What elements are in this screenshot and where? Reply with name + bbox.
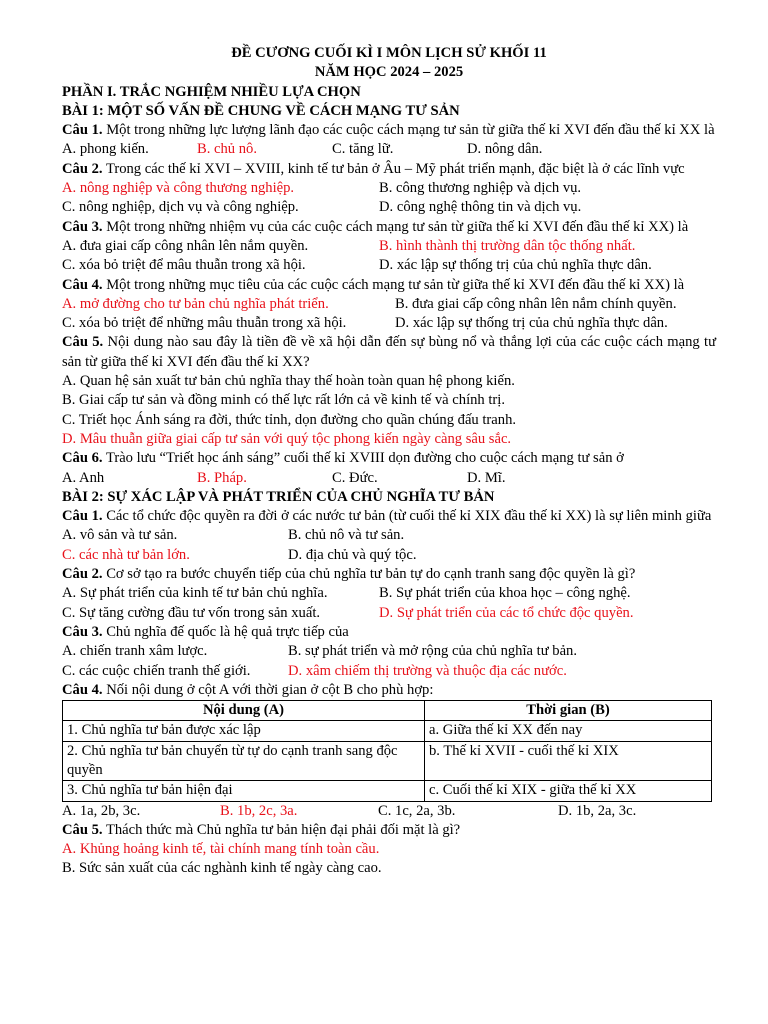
option-b: B. công thương nghiệp và dịch vụ. xyxy=(379,180,582,197)
question-text: Nội dung nào sau đây là tiền đề về xã hội dẫn đến sự bùng nổ và thắng lợi của các cuộc cách mạng tư sản từ giữa thế kỉ XVI đến đầu thế kỉ XX? xyxy=(62,334,717,370)
question-number: Câu 3. xyxy=(62,218,103,235)
doc-title-line-1: ĐỀ CƯƠNG CUỐI KÌ I MÔN LỊCH SỬ KHỐI 11 xyxy=(231,45,547,61)
lesson-1-heading: BÀI 1: MỘT SỐ VẤN ĐỀ CHUNG VỀ CÁCH MẠNG TƯ SẢN xyxy=(62,102,460,119)
option-a: A. Quan hệ sản xuất tư bản chủ nghĩa thay thế hoàn toàn quan hệ phong kiến. xyxy=(62,373,515,390)
option-a: A. vô sản và tư sản. xyxy=(62,527,178,544)
option-d: D. nông dân. xyxy=(467,141,543,158)
table-header-b: Thời gian (B) xyxy=(425,701,712,721)
option-b-answer: B. chủ nô. xyxy=(197,141,257,158)
table-header-a: Nội dung (A) xyxy=(63,701,425,721)
l1-q1-options xyxy=(62,140,716,159)
option-d: D. 1b, 2a, 3c. xyxy=(558,802,637,819)
l1-q3-options-ab xyxy=(62,237,716,256)
table-row xyxy=(63,741,712,781)
l1-q4-options-cd xyxy=(62,314,716,333)
option-c: C. xóa bỏ triệt để mâu thuẫn trong xã hội. xyxy=(62,257,306,274)
option-b: B. sự phát triển và mở rộng của chủ nghĩa tư bản. xyxy=(288,643,577,660)
option-a: A. chiến tranh xâm lược. xyxy=(62,643,208,660)
option-d: D. công nghệ thông tin và dịch vụ. xyxy=(379,199,582,216)
l1-question-5 xyxy=(62,333,716,372)
l2-q2-options-cd xyxy=(62,604,716,623)
option-c: C. Sự tăng cường đầu tư vốn trong sản xuất. xyxy=(62,604,321,621)
option-d: D. xác lập sự thống trị của chủ nghĩa thực dân. xyxy=(379,257,652,274)
option-a-answer: A. Khủng hoảng kinh tế, tài chính mang tính toàn cầu. xyxy=(62,841,380,858)
l1-q2-options-cd xyxy=(62,198,716,217)
option-c: C. Triết học Ánh sáng ra đời, thức tỉnh, dọn đường cho quần chúng đấu tranh. xyxy=(62,411,517,428)
question-text: Trong các thế kỉ XVI – XVIII, kinh tế tư bản ở Âu – Mỹ phát triển mạnh, đặc biệt là ở các lĩnh vực xyxy=(105,160,685,177)
question-number: Câu 1. xyxy=(62,508,103,525)
question-text: Một trong những mục tiêu của các cuộc cách mạng tư sản từ giữa thế kỉ XVI đến đầu thế kỉ XX) là xyxy=(106,276,685,293)
question-number: Câu 6. xyxy=(62,450,103,467)
matching-table xyxy=(62,700,712,801)
l1-question-4 xyxy=(62,276,716,295)
question-text: Cơ sở tạo ra bước chuyển tiếp của chủ nghĩa tư bản tự do cạnh tranh sang độc quyền là gì? xyxy=(106,566,636,583)
question-text: Chủ nghĩa đế quốc là hệ quả trực tiếp của xyxy=(106,623,349,640)
l1-q2-options-ab xyxy=(62,179,716,198)
question-number: Câu 2. xyxy=(62,160,103,177)
table-cell-a: 3. Chủ nghĩa tư bản hiện đại xyxy=(63,781,425,801)
option-d: D. địa chủ và quý tộc. xyxy=(288,546,417,563)
option-d: D. Mĩ. xyxy=(467,469,506,486)
question-number: Câu 4. xyxy=(62,276,103,293)
l1-question-2 xyxy=(62,160,716,179)
table-cell-b: b. Thế kỉ XVII - cuối thế kỉ XIX xyxy=(425,741,712,781)
question-text: Một trong những nhiệm vụ của các cuộc cách mạng tư sản từ giữa thế kỉ XVI đến đầu thế kỉ XX) là xyxy=(106,218,689,235)
question-text: Thách thức mà Chủ nghĩa tư bản hiện đại phải đối mặt là gì? xyxy=(105,821,461,838)
l2-q3-options-ab xyxy=(62,642,716,661)
option-c: C. Đức. xyxy=(332,469,378,486)
l2-q1-options-ab xyxy=(62,526,716,545)
l1-q6-options xyxy=(62,469,716,488)
option-c: C. xóa bỏ triệt để những mâu thuẫn trong xã hội. xyxy=(62,315,347,332)
option-a: A. 1a, 2b, 3c. xyxy=(62,802,141,819)
lesson-2-heading: BÀI 2: SỰ XÁC LẬP VÀ PHÁT TRIỂN CỦA CHỦ NGHĨA TƯ BẢN xyxy=(62,488,495,505)
option-a-answer: A. mở đường cho tư bản chủ nghĩa phát triển. xyxy=(62,295,329,312)
option-a: A. phong kiến. xyxy=(62,141,149,158)
l1-question-3 xyxy=(62,218,716,237)
option-d: D. xác lập sự thống trị của chủ nghĩa thực dân. xyxy=(395,315,668,332)
l2-q1-options-cd xyxy=(62,546,716,565)
l1-q4-options-ab xyxy=(62,295,716,314)
question-number: Câu 3. xyxy=(62,623,103,640)
table-cell-a: 2. Chủ nghĩa tư bản chuyển từ tự do cạnh tranh sang độc quyền xyxy=(63,741,425,781)
option-c: C. tăng lữ. xyxy=(332,141,394,158)
question-text: Trào lưu “Triết học ánh sáng” cuối thế kỉ XVIII dọn đường cho cuộc cách mạng tư sản ở xyxy=(105,450,624,467)
option-a: A. Sự phát triển của kinh tế tư bản chủ nghĩa. xyxy=(62,585,328,602)
doc-title-line-2: NĂM HỌC 2024 – 2025 xyxy=(314,64,464,81)
option-b: B. Sự phát triển của khoa học – công nghệ. xyxy=(379,585,631,602)
question-number: Câu 1. xyxy=(62,122,103,139)
table-row xyxy=(63,721,712,741)
option-a: A. đưa giai cấp công nhân lên nắm quyền. xyxy=(62,237,309,254)
question-number: Câu 2. xyxy=(62,566,103,583)
option-a: A. Anh xyxy=(62,469,105,486)
option-c: C. nông nghiệp, dịch vụ và công nghiệp. xyxy=(62,199,299,216)
l2-question-5 xyxy=(62,821,716,840)
option-b: B. đưa giai cấp công nhân lên nắm chính quyền. xyxy=(395,295,677,312)
option-b-answer: B. Pháp. xyxy=(197,469,247,486)
l2-question-2 xyxy=(62,565,716,584)
table-cell-a: 1. Chủ nghĩa tư bản được xác lập xyxy=(63,721,425,741)
question-number: Câu 4. xyxy=(62,681,103,698)
option-b: B. chủ nô và tư sản. xyxy=(288,527,405,544)
option-d-answer: D. Sự phát triển của các tổ chức độc quyền. xyxy=(379,604,634,621)
option-b: B. Giai cấp tư sản và đồng minh có thế lực rất lớn cả về kinh tế và chính trị. xyxy=(62,392,505,409)
option-d-answer: D. Mâu thuẫn giữa giai cấp tư sản với quý tộc phong kiến ngày càng sâu sắc. xyxy=(62,430,512,447)
table-cell-b: c. Cuối thế kỉ XIX - giữa thế kỉ XX xyxy=(425,781,712,801)
l2-q3-options-cd xyxy=(62,662,716,681)
question-text: Nối nội dung ở cột A với thời gian ở cột B cho phù hợp: xyxy=(106,681,434,698)
l2-question-4 xyxy=(62,681,716,700)
question-number: Câu 5. xyxy=(62,821,103,838)
l1-q3-options-cd xyxy=(62,256,716,275)
option-c: C. 1c, 2a, 3b. xyxy=(378,802,456,819)
option-b: B. Sức sản xuất của các nghành kinh tế ngày càng cao. xyxy=(62,860,382,877)
table-header-row xyxy=(63,701,712,721)
l2-q4-options xyxy=(62,802,716,821)
option-c-answer: C. các nhà tư bản lớn. xyxy=(62,546,190,563)
l2-question-1 xyxy=(62,507,716,526)
l2-question-3 xyxy=(62,623,716,642)
l1-question-6 xyxy=(62,449,716,468)
option-b-answer: B. 1b, 2c, 3a. xyxy=(220,802,298,819)
question-number: Câu 5. xyxy=(62,334,104,351)
part-heading: PHẦN I. TRẮC NGHIỆM NHIỀU LỰA CHỌN xyxy=(62,83,361,100)
l2-q2-options-ab xyxy=(62,584,716,603)
question-text: Các tổ chức độc quyền ra đời ở các nước tư bản (từ cuối thế kỉ XIX đầu thế kỉ XX) là sự liên minh giữa xyxy=(106,508,712,525)
question-text: Một trong những lực lượng lãnh đạo các cuộc cách mạng tư sản từ giữa thế kỉ XVI đến đầu thế kỉ XX là xyxy=(106,122,715,139)
option-c: C. các cuộc chiến tranh thế giới. xyxy=(62,662,251,679)
l1-question-1 xyxy=(62,121,716,140)
option-d-answer: D. xâm chiếm thị trường và thuộc địa các nước. xyxy=(288,662,567,679)
table-cell-b: a. Giữa thế kỉ XX đến nay xyxy=(425,721,712,741)
table-row xyxy=(63,781,712,801)
option-a-answer: A. nông nghiệp và công thương nghiệp. xyxy=(62,180,295,197)
option-b-answer: B. hình thành thị trường dân tộc thống nhất. xyxy=(379,237,636,254)
